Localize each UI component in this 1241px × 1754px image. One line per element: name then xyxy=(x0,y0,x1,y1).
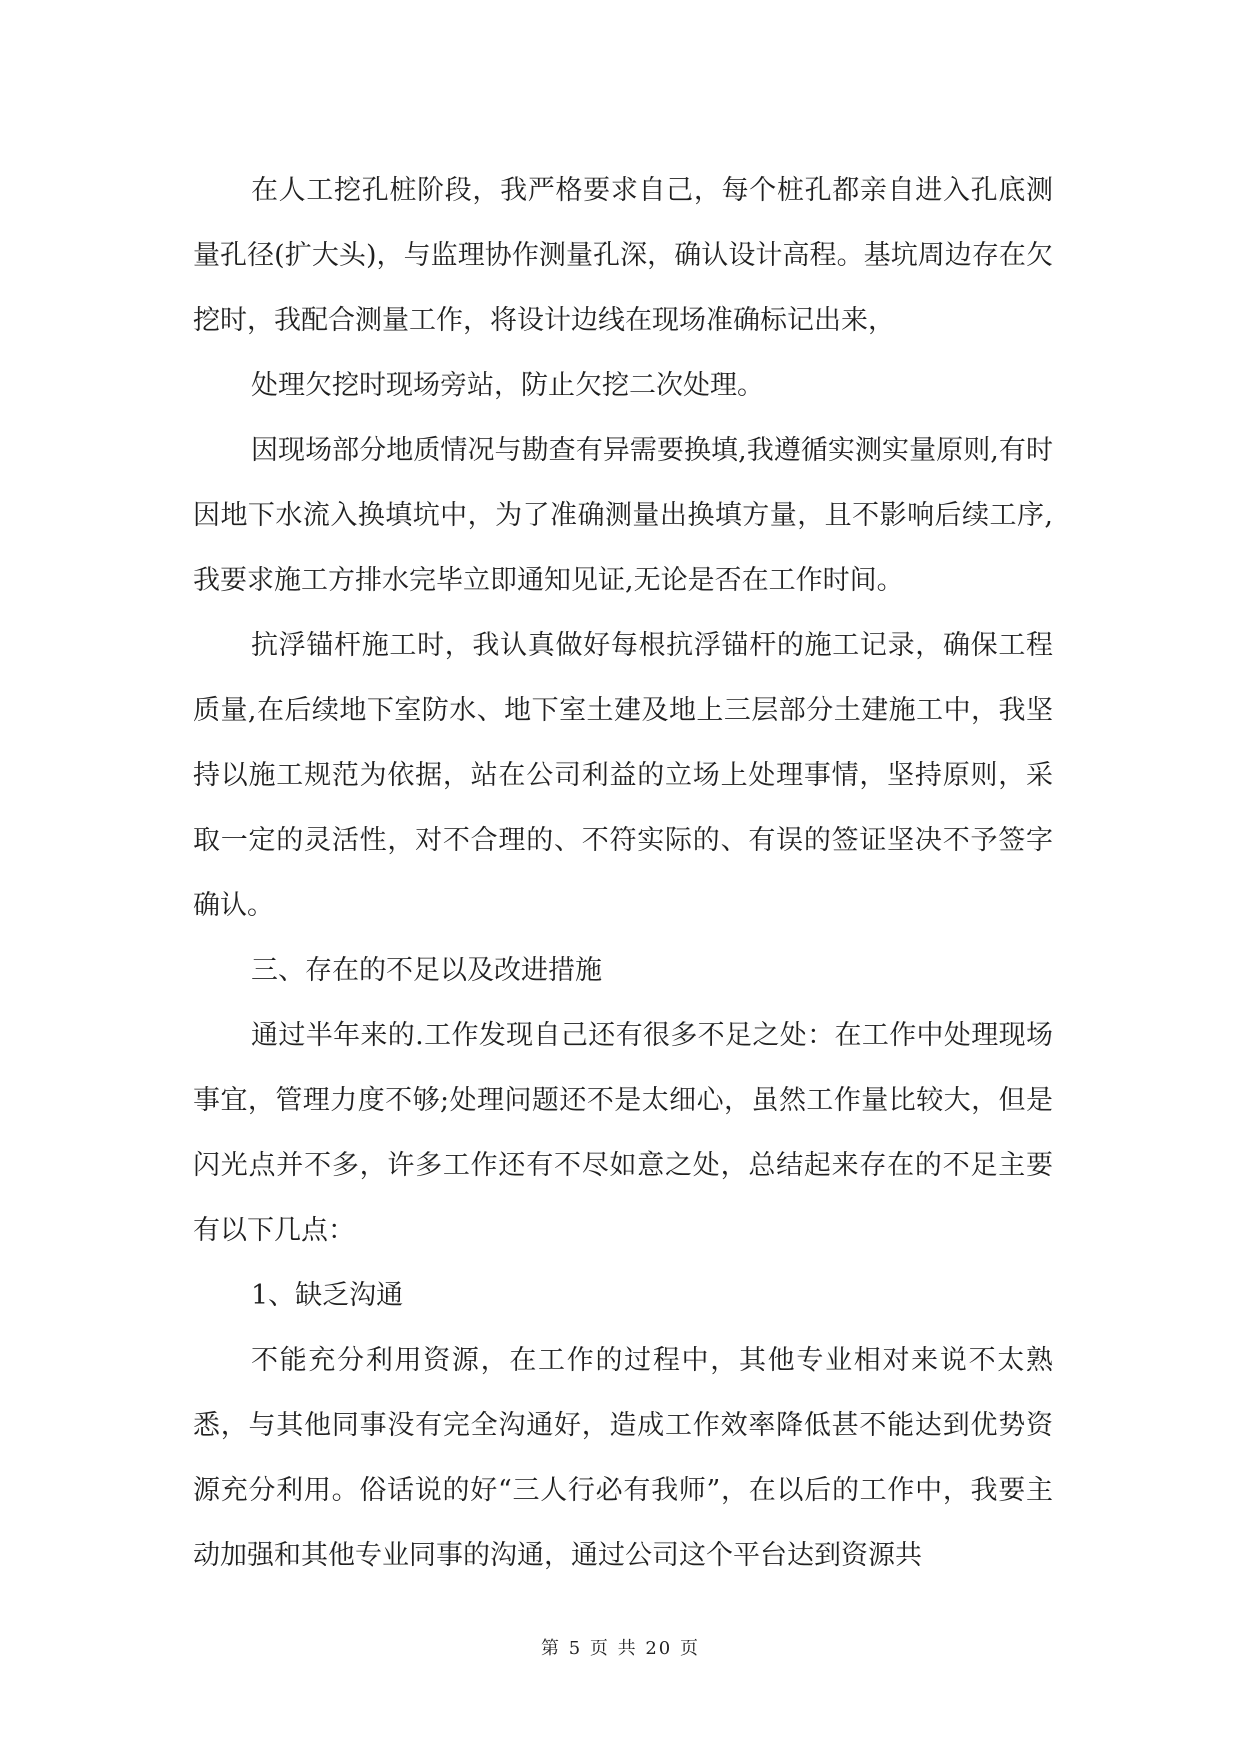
paragraph-anti-float-anchor: 抗浮锚杆施工时，我认真做好每根抗浮锚杆的施工记录，确保工程质量,在后续地下室防水、地下室土建及地上三层部分土建施工中，我坚持以施工规范为依据，站在公司利益的立场上处理事情，坚持原则，采取一定的灵活性，对不合理的、不符实际的、有误的签证坚决不予签字确认。 xyxy=(193,630,1053,921)
document-body xyxy=(193,158,1053,1588)
paragraph-backfill-replacement: 因现场部分地质情况与勘查有异需要换填,我遵循实测实量原则,有时因地下水流入换填坑中，为了准确测量出换填方量，且不影响后续工序,我要求施工方排水完毕立即通知见证,无论是否在工作时间。 xyxy=(193,435,1053,596)
paragraph-communication-details: 不能充分利用资源，在工作的过程中，其他专业相对来说不太熟悉，与其他同事没有完全沟通好，造成工作效率降低甚不能达到优势资源充分利用。俗话说的好“三人行必有我师”，在以后的工作中，我要主动加强和其他专业同事的沟通，通过公司这个平台达到资源共 xyxy=(193,1345,1053,1571)
paragraph-shortcomings-summary: 通过半年来的.工作发现自己还有很多不足之处：在工作中处理现场事宜，管理力度不够;处理问题还不是太细心，虽然工作量比较大，但是闪光点并不多，许多工作还有不尽如意之处，总结起来存在的不足主要有以下几点： xyxy=(193,1020,1053,1246)
paragraph-underexcavation-supervision: 处理欠挖时现场旁站，防止欠挖二次处理。 xyxy=(251,370,764,401)
paragraph-pile-excavation: 在人工挖孔桩阶段，我严格要求自己，每个桩孔都亲自进入孔底测量孔径(扩大头)，与监理协作测量孔深，确认设计高程。基坑周边存在欠挖时，我配合测量工作，将设计边线在现场准确标记出来， xyxy=(193,175,1053,336)
section-heading-shortcomings: 三、存在的不足以及改进措施 xyxy=(251,955,602,986)
page-number-footer: 第 5 页 共 20 页 xyxy=(541,1638,700,1659)
subheading-lack-of-communication: 1、缺乏沟通 xyxy=(251,1280,404,1311)
